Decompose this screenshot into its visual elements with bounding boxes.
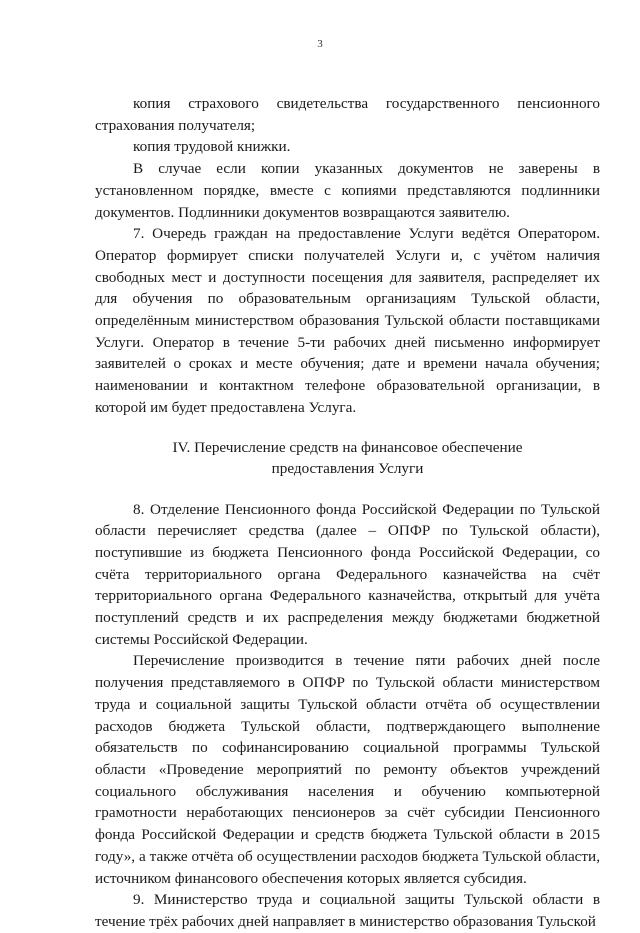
paragraph-insurance-certificate: копия страхового свидетельства государственного пенсионного страхования получателя;: [95, 95, 600, 134]
section-heading-line2: предоставления Услуги: [271, 459, 424, 477]
paragraph-item-7: 7. Очередь граждан на предоставление Услуги ведётся Оператором. Оператор формирует списки получателей Услуги и, с учётом наличия свободных мест и доступности посещения для заявителя, распределяет их для обучения по образовательным организациям Тульской области, определённым министерством образования Тульской области поставщиками Услуги. Оператор в течение 5-ти рабочих дней письменно информирует заявителей о сроках и месте обучения; дате и времени начала обучения; наименовании и контактном телефоне образовательной организации, в которой им будет предоставлена Услуга.: [95, 225, 600, 416]
section-heading: [95, 437, 600, 479]
paragraph-unverified-copies: В случае если копии указанных документов не заверены в установленном порядке, вместе с копиями представляются подлинники документов. Подлинники документов возвращаются заявителю.: [95, 160, 600, 221]
page-number: 3: [317, 38, 323, 50]
paragraph-item-8: 8. Отделение Пенсионного фонда Российской Федерации по Тульской области перечисляет средства (далее – ОПФР по Тульской области), поступившие из бюджета Пенсионного фонда Российской Федерации, со счёта территориального органа Федерального казначейства на счёт территориального органа Федерального казначейства, открытый для учёта поступлений средств и их распределения между бюджетами бюджетной системы Российской Федерации.: [95, 500, 600, 648]
section-heading-line1: IV. Перечисление средств на финансовое обеспечение: [172, 438, 523, 456]
paragraph-item-9: 9. Министерство труда и социальной защиты Тульской области в течение трёх рабочих дней направляет в министерство образования Тульской: [95, 891, 600, 930]
paragraph-work-record-book: копия трудовой книжки.: [133, 138, 291, 156]
document-body: [95, 93, 600, 933]
paragraph-transfer-terms: Перечисление производится в течение пяти рабочих дней после получения представляемого в ОПФР по Тульской области министерством труда и социальной защиты Тульской области отчёта об осуществлении расходов бюджета Тульской области, подтверждающего выполнение обязательств по софинансированию социальной программы Тульской области «Проведение мероприятий по ремонту объектов учреждений социального обслуживания населения и обучению компьютерной грамотности неработающих пенсионеров за счёт субсидии Пенсионного фонда Российской Федерации и средств бюджета Тульской области в 2015 году», а также отчёта об осуществлении расходов бюджета Тульской области, источником финансового обеспечения которых является субсидия.: [95, 652, 600, 887]
